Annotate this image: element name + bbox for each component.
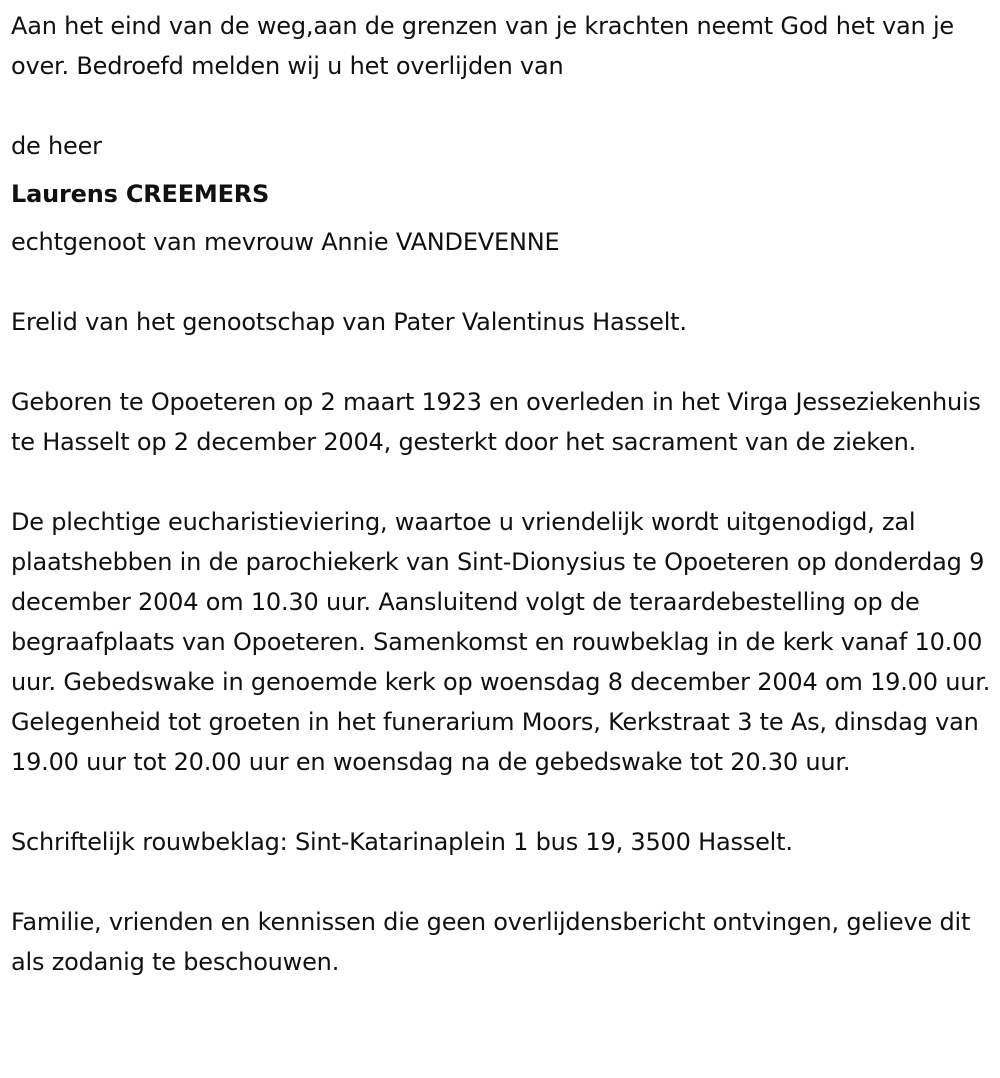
intro-paragraph: Aan het eind van de weg,aan de grenzen van je krachten neemt God het van je over. Bedroefd melden wij u het overlijden van bbox=[11, 12, 954, 80]
title-prefix: de heer bbox=[11, 132, 102, 160]
condolence-address: Schriftelijk rouwbeklag: Sint-Katarinaplein 1 bus 19, 3500 Hasselt. bbox=[11, 828, 793, 856]
spouse-line: echtgenoot van mevrouw Annie VANDEVENNE bbox=[11, 228, 560, 256]
deceased-name: Laurens CREEMERS bbox=[11, 180, 270, 208]
closing-paragraph: Familie, vrienden en kennissen die geen overlijdensbericht ontvingen, gelieve dit als zodanig te beschouwen. bbox=[11, 908, 971, 976]
birth-death-paragraph: Geboren te Opoeteren op 2 maart 1923 en overleden in het Virga Jesseziekenhuis te Hasselt op 2 december 2004, gesterkt door het sacrament van de zieken. bbox=[11, 388, 981, 456]
obituary-notice bbox=[11, 6, 996, 982]
membership-line: Erelid van het genootschap van Pater Valentinus Hasselt. bbox=[11, 308, 687, 336]
ceremony-paragraph: De plechtige eucharistieviering, waartoe u vriendelijk wordt uitgenodigd, zal plaatshebben in de parochiekerk van Sint-Dionysius te Opoeteren op donderdag 9 december 2004 om 10.30 uur. Aansluitend volgt de teraardebestelling op de begraafplaats van Opoeteren. Samenkomst en rouwbeklag in de kerk vanaf 10.00 uur. Gebedswake in genoemde kerk op woensdag 8 december 2004 om 19.00 uur. Gelegenheid tot groeten in het funerarium Moors, Kerkstraat 3 te As, dinsdag van 19.00 uur tot 20.00 uur en woensdag na de gebedswake tot 20.30 uur. bbox=[11, 508, 991, 776]
